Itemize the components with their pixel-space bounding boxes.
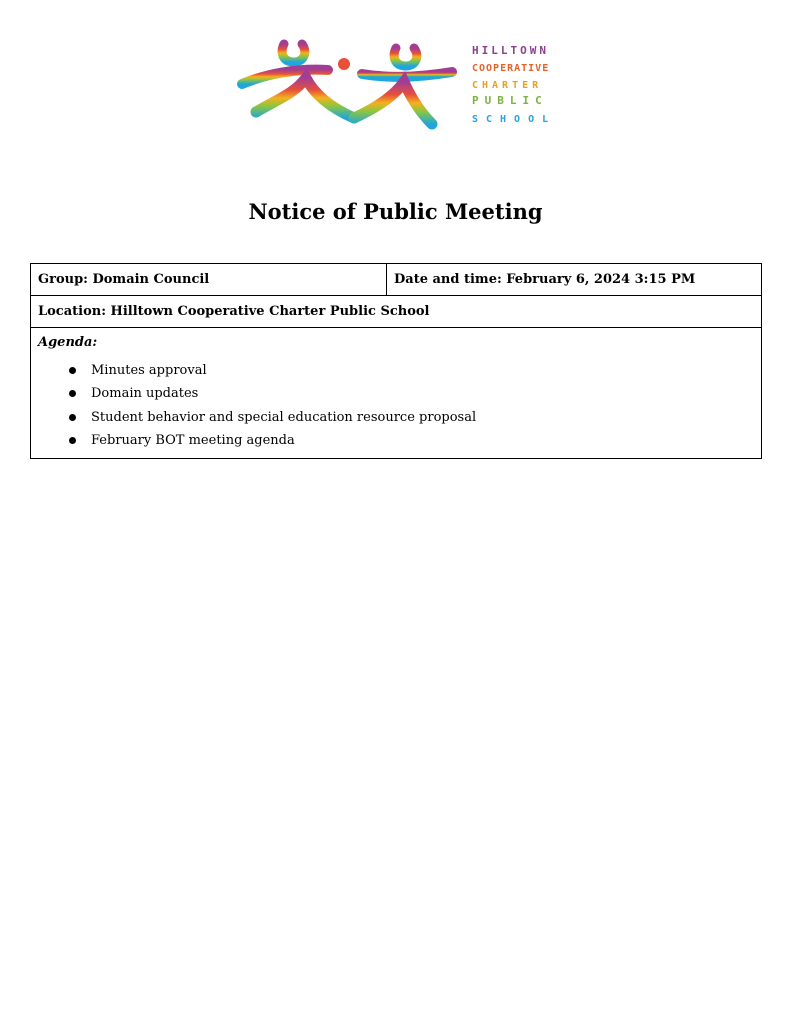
agenda-item: Minutes approval bbox=[60, 359, 754, 382]
figure-left-body bbox=[256, 78, 354, 118]
logo-graphic bbox=[236, 38, 576, 130]
agenda-item: Domain updates bbox=[60, 382, 754, 405]
location-cell: Location: Hilltown Cooperative Charter Public School bbox=[31, 296, 762, 328]
logo-text-line-2: COOPERATIVE bbox=[472, 63, 550, 74]
logo-text-line-1: HILLTOWN bbox=[472, 44, 549, 57]
agenda-item: Student behavior and special education resource proposal bbox=[60, 406, 754, 429]
agenda-list bbox=[38, 359, 754, 452]
agenda-row bbox=[31, 328, 762, 459]
group-cell: Group: Domain Council bbox=[31, 264, 387, 296]
group-date-row bbox=[31, 264, 762, 296]
date-time-cell: Date and time: February 6, 2024 3:15 PM bbox=[387, 264, 762, 296]
logo-text-line-5: SCHOOL bbox=[472, 114, 557, 125]
meeting-details-table bbox=[30, 263, 762, 459]
school-logo bbox=[236, 38, 576, 130]
logo-text-line-3: CHARTER bbox=[472, 80, 543, 91]
agenda-cell bbox=[31, 328, 762, 459]
agenda-label: Agenda: bbox=[38, 335, 98, 350]
agenda-item: February BOT meeting agenda bbox=[60, 429, 754, 452]
figure-dot bbox=[338, 58, 350, 70]
figure-left-head bbox=[282, 44, 305, 62]
figure-left-arms bbox=[242, 70, 328, 84]
figure-right-body bbox=[354, 82, 432, 124]
location-row bbox=[31, 296, 762, 328]
figure-right-head bbox=[394, 48, 417, 66]
page-title: Notice of Public Meeting bbox=[248, 199, 543, 224]
logo-text-line-4: PUBLIC bbox=[472, 94, 548, 107]
